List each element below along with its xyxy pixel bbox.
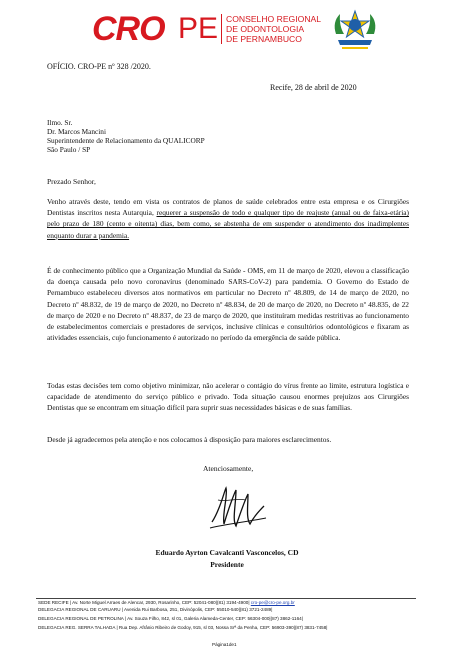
coat-of-arms-icon (330, 8, 380, 52)
recipient-block (47, 118, 205, 154)
recipient-line-3: Superintendente de Relacionamento da QUALICORP (47, 136, 205, 145)
cro-logo-text: CRO (92, 10, 165, 48)
recipient-line-1: Ilmo. Sr. (47, 118, 73, 127)
paragraph-impact: Todas estas decisões tem como objetivo minimizar, não acelerar o contágio do vírus frente ao limite, estrutura logística e capacidade de atendimento do serviço público e privado. Toda situação causou enormes prejuízos aos Cirurgiões Dentistas que se encontram em situação difícil para suprir suas necessidades básicas e de suas famílias. (47, 381, 409, 413)
council-line-1: CONSELHO REGIONAL (226, 14, 322, 24)
paragraph-thanks: Desde já agradecemos pela atenção e nos colocamos à disposição para maiores esclarecimentos. (47, 435, 332, 444)
footer-line-1 (38, 600, 295, 606)
footer-line-2: DELEGACIA REGIONAL DE CARUARU | Avenida Rui Barbosa, 251, Divinópolis, CEP: 55010-540|(81) 3721-2489| (38, 607, 273, 612)
signer-role: Presidente (210, 560, 244, 569)
council-line-3: DE PERNAMBUCO (226, 34, 302, 44)
oficio-number: OFÍCIO. CRO-PE nº 328 /2020. (47, 62, 151, 71)
footer-sede: SEDE RECIFE | Av. Norte Miguel Arraes de Alencar, 2930, Rosarinho, CEP: 52041-080|(81) 3194-4900| (38, 600, 251, 605)
request-underlined: requerer a suspensão de todo e qualquer tipo de reajuste (anual ou de faixa-etária) pelo prazo de 180 (cento e oitenta) dias, bem como, se abstenha de em suspender o atendimento dos inadimplentes enquanto durar a pandemia. (47, 208, 409, 240)
council-line-2: DE ODONTOLOGIA (226, 24, 305, 34)
footer-email-link[interactable]: cro-pe@cro-pe.org.br (250, 600, 295, 605)
recipient-line-2: Dr. Marcos Mancini (47, 127, 106, 136)
paragraph-context: É de conhecimento público que a Organização Mundial da Saúde - OMS, em 11 de março de 2020, elevou a classificação da doença causada pelo novo coronavírus (denominado SARS-CoV-2) para pandemia. O Governo do Estado de Pernambuco estabeleceu diversos atos normativos em particular no Decreto nº 48.809, de 14 de março de 2020, no Decreto nº 48.832, de 19 de março de 2020, no Decreto nº 48.834, de 20 de março de 2020, no Decreto nº 48.835, de 22 de março de 2020 e no Decreto nº 48.837, de 23 de março de 2020, que instituíram medidas restritivas ao funcionamento de estabelecimentos comerciais e prestadores de serviços, inclusive clínicas e consultórios odontológicos e fixaram as atividades essenciais, cujo funcionamento é autorizado no período da emergência de saúde pública. (47, 266, 409, 343)
signer-name: Eduardo Ayrton Cavalcanti Vasconcelos, CD (155, 548, 299, 557)
logo-divider (221, 14, 222, 44)
closing: Atenciosamente, (203, 464, 254, 473)
footer-line-3: DELEGACIA REGIONAL DE PETROLINA | Av. Souza Filho, 842, sl 01, Galeria Alameda-Center, CEP: 56304-000|(87) 3862-1164| (38, 616, 303, 621)
footer-divider (36, 598, 416, 599)
request-intro: Venho através deste, tendo em vista os contratos de planos de saúde celebrados entre esta empresa e os Cirurgiões Dentistas inscritos nesta Autarquia, (47, 197, 409, 218)
council-name (226, 14, 321, 44)
recipient-line-4: São Paulo / SP (47, 145, 91, 154)
paragraph-request (47, 196, 409, 241)
cro-logo-pe: PE (178, 12, 219, 45)
page-number: Página1de1 (212, 642, 237, 647)
greeting: Prezado Senhor, (47, 177, 96, 186)
handwritten-signature-icon (206, 480, 270, 538)
letter-date: Recife, 28 de abril de 2020 (270, 83, 357, 92)
footer-line-4: DELEGACIA REG. SERRA TALHADA | Rua Dep. Afrânio Ribeiro de Godoy, 915, sl 03, Nossa Srª da Penha, CEP: 56903-390|(87) 3831-7458| (38, 625, 328, 630)
